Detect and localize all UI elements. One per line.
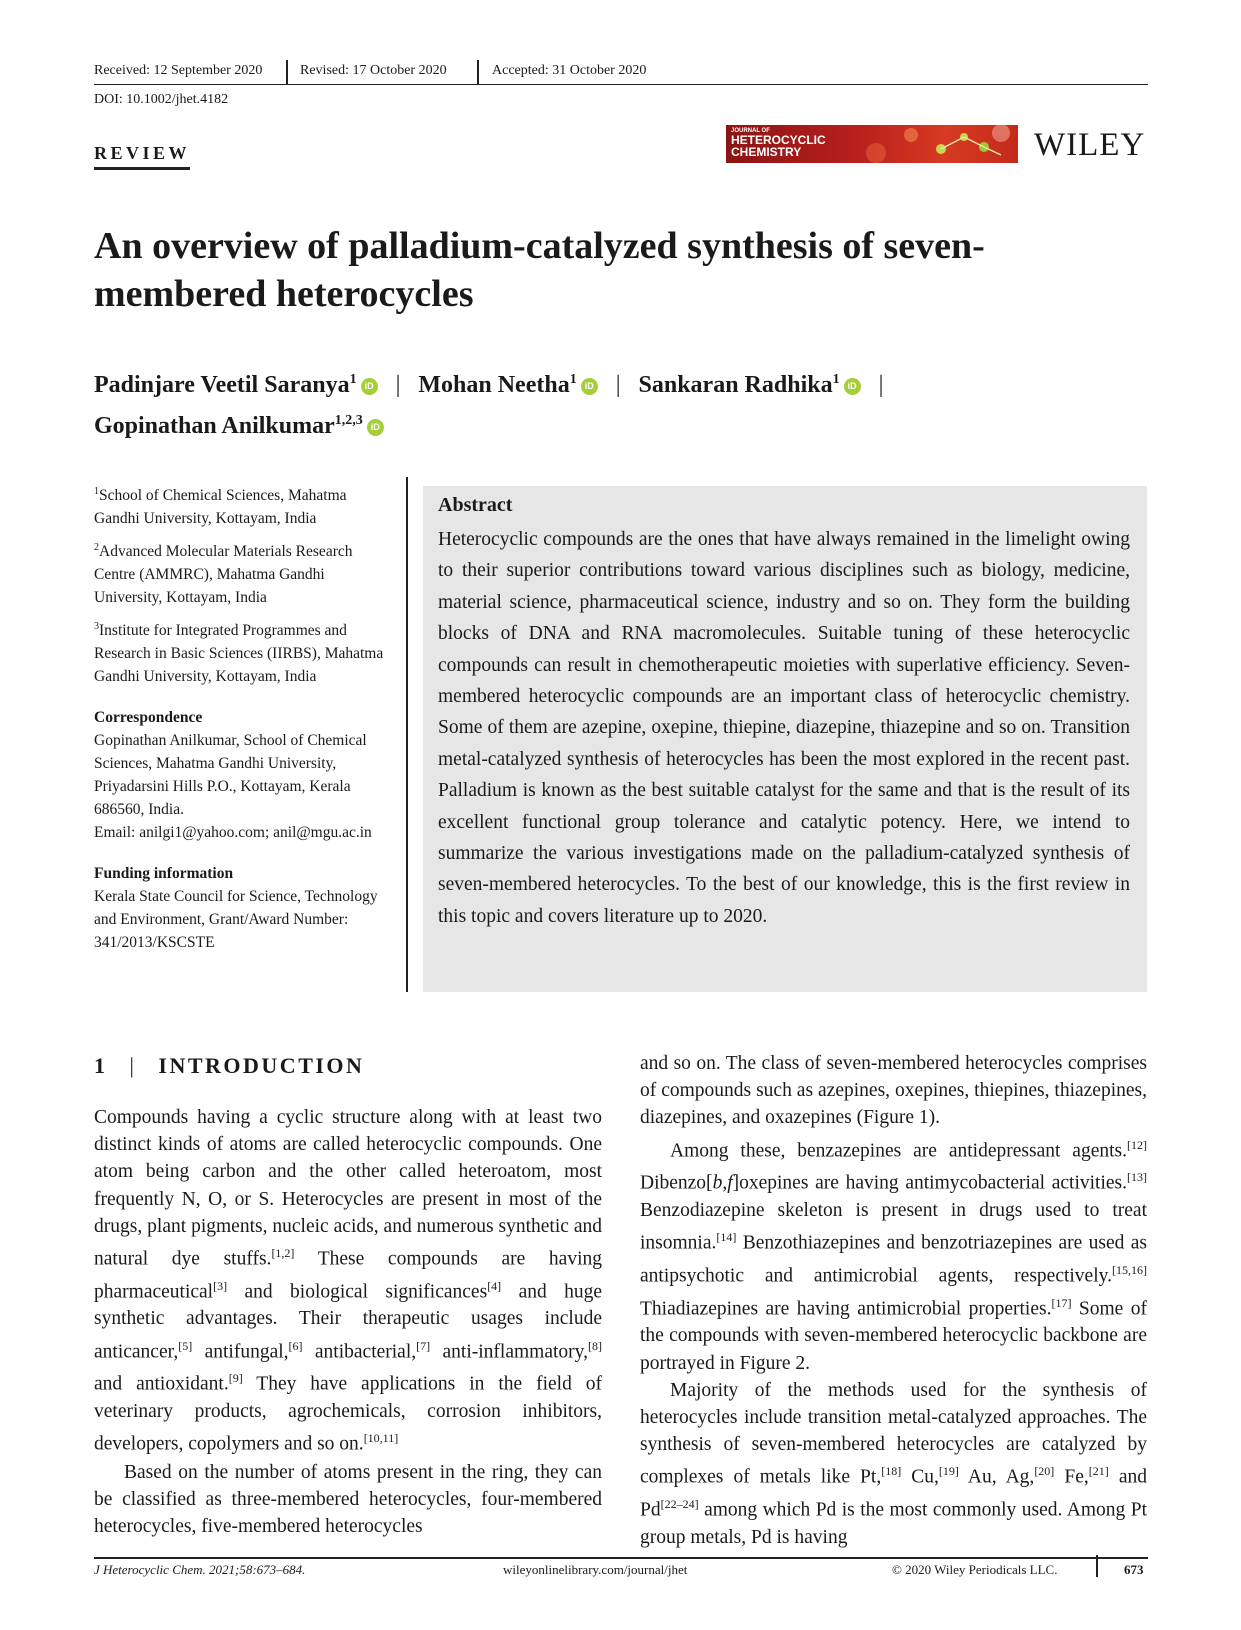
citation-ref[interactable]: [18]	[881, 1464, 902, 1479]
paragraph: and so on. The class of seven-membered heterocycles comprises of compounds such as azepines, oxepines, thiepines, thiazepines, diazepines, and oxazepines (Figure 1).	[640, 1053, 1147, 1129]
citation-ref[interactable]: [14]	[716, 1230, 737, 1245]
citation-ref[interactable]: [7]	[416, 1338, 431, 1353]
citation-ref[interactable]: [15,16]	[1112, 1262, 1147, 1277]
paragraph: Based on the number of atoms present in the ring, they can be classified as three-membered heterocycles, four-membered heterocycles, five-membered heterocycles	[94, 1461, 602, 1538]
funding-heading: Funding information	[94, 865, 234, 883]
article-type: REVIEW	[94, 143, 190, 170]
author-separator: |	[395, 372, 401, 398]
author-separator: |	[615, 372, 621, 398]
section-separator: |	[129, 1053, 137, 1078]
journal-logo	[726, 125, 1018, 163]
article-title: An overview of palladium-catalyzed synthesis of seven-membered heterocycles	[94, 225, 985, 315]
date-divider	[477, 60, 479, 84]
affiliation: $^1$School of Chemical Sciences, Mahatma Gandhi University, Kottayam, India	[94, 486, 347, 528]
abstract-box	[423, 486, 1147, 992]
citation-ref[interactable]: [9]	[228, 1371, 243, 1386]
citation-ref[interactable]: [20]	[1034, 1464, 1055, 1479]
footer-page-divider	[1096, 1555, 1098, 1577]
author-separator: |	[878, 372, 884, 398]
author-name: Padinjare Veetil Saranya	[94, 372, 350, 398]
citation-ref[interactable]: [4]	[487, 1278, 502, 1293]
footer-copyright: © 2020 Wiley Periodicals LLC.	[892, 1562, 1058, 1577]
author-name: Gopinathan Anilkumar	[94, 413, 335, 439]
author-affiliation-mark: 1,2,3	[334, 413, 363, 428]
author-affiliation-mark: 1	[832, 372, 840, 387]
revised-date: Revised: 17 October 2020	[300, 63, 447, 78]
citation-ref[interactable]: [22–24]	[660, 1497, 699, 1512]
doi[interactable]: DOI: 10.1002/jhet.4182	[94, 92, 229, 107]
correspondence-email[interactable]: Email: anilgi1@yahoo.com; anil@mgu.ac.in	[94, 824, 372, 842]
accepted-date: Accepted: 31 October 2020	[492, 63, 647, 78]
date-divider	[286, 60, 288, 84]
abstract-heading: Abstract	[438, 494, 513, 516]
page-number: 673	[1124, 1562, 1144, 1577]
journal-name-line1: JOURNAL OF	[731, 128, 770, 134]
author-affiliation-mark: 1	[349, 372, 357, 387]
body-column-right	[640, 1050, 1147, 1551]
citation-ref[interactable]: [17]	[1051, 1295, 1072, 1310]
citation-ref[interactable]: [3]	[213, 1278, 228, 1293]
citation-ref[interactable]: [5]	[178, 1338, 193, 1353]
author-list	[94, 362, 1174, 444]
paragraph: Majority of the methods used for the synthesis of heterocycles include transition metal-catalyzed approaches. The synthesis of seven-membered heterocycles are catalyzed by complexes of metals like Pt,[18] Cu,[19] Au, Ag,[20] Fe,[21] and Pd[22–24] among which Pd is the most commonly used. Among Pt group metals, Pd is having	[640, 1379, 1147, 1548]
citation-ref[interactable]: [6]	[288, 1338, 303, 1353]
body-column-left	[94, 1104, 602, 1541]
publisher-logo: WILEY	[1034, 127, 1146, 163]
footer-divider	[94, 1557, 1148, 1559]
citation-ref[interactable]: [8]	[588, 1338, 602, 1353]
journal-name-line2: HETEROCYCLIC	[731, 133, 826, 147]
author-affiliation-mark: 1	[569, 372, 577, 387]
section-number: 1	[94, 1053, 108, 1078]
received-date: Received: 12 September 2020	[94, 63, 263, 78]
orcid-icon[interactable]: iD	[844, 378, 861, 395]
section-heading	[94, 1053, 364, 1079]
author-name: Sankaran Radhika	[638, 372, 833, 398]
affiliation: $^2$Advanced Molecular Materials Research Centre (AMMRC), Mahatma Gandhi University, Kottayam, India	[94, 542, 353, 607]
orcid-icon[interactable]: iD	[581, 378, 598, 395]
paragraph: Among these, benzazepines are antidepressant agents.[12] Dibenzo[b,f]oxepines are having antimycobacterial activities.[13] Benzodiazepine skeleton is present in drugs used to treat insomnia.[14] Benzothiazepines and benzotriazepines are used as antipsychotic and antimicrobial agents, respectively.[15,16] Thiadiazepines are having antimicrobial properties.[17] Some of the compounds with seven-membered heterocyclic backbone are portrayed in Figure 2.	[640, 1137, 1147, 1374]
footer-citation: J Heterocyclic Chem. 2021;58:673–684.	[94, 1562, 306, 1577]
citation-ref[interactable]: [21]	[1088, 1464, 1109, 1479]
journal-name-line3: CHEMISTRY	[731, 145, 802, 159]
citation-ref[interactable]: [13]	[1127, 1170, 1147, 1185]
date-line	[94, 60, 1148, 85]
article-metadata	[94, 480, 394, 960]
orcid-icon[interactable]: iD	[361, 378, 378, 395]
affiliation: $^3$Institute for Integrated Programmes and Research in Basic Sciences (IIRBS), Mahatma Gandhi University, Kottayam, India	[94, 621, 384, 686]
section-title: INTRODUCTION	[158, 1053, 365, 1078]
author-name: Mohan Neetha	[418, 372, 570, 398]
paragraph: Compounds having a cyclic structure along with at least two distinct kinds of atoms are called heterocyclic compounds. One atom being carbon and the other called heteroatom, most frequently N, O, or S. Heterocycles are present in most of the drugs, plant pigments, nucleic acids, and numerous synthetic and natural dye stuffs.[1,2] These compounds are having pharmaceutical[3] and biological significances[4] and huge synthetic advantages. Their therapeutic usages include anticancer,[5] antifungal,[6] antibacterial,[7] anti-inflammatory,[8] and antioxidant.[9] They have applications in the field of veterinary products, agrochemicals, corrosion inhibitors, developers, copolymers and so on.[10,11]	[94, 1107, 603, 1455]
citation-ref[interactable]: [19]	[938, 1464, 959, 1479]
correspondence-address: Gopinathan Anilkumar, School of Chemical Sciences, Mahatma Gandhi University, Priyadarsini Hills P.O., Kottayam, Kerala 686560, India.	[94, 732, 367, 819]
footer-url[interactable]: wileyonlinelibrary.com/journal/jhet	[503, 1562, 688, 1577]
citation-ref[interactable]: [10,11]	[363, 1431, 399, 1446]
abstract-text: Heterocyclic compounds are the ones that have always remained in the limelight owing to their superior contributions toward various disciplines such as biology, medicine, material science, pharmaceutical science, industry and so on. They form the building blocks of DNA and RNA macromolecules. Suitable tuning of these heterocyclic compounds can result in chemotherapeutic moieties with superlative efficiency. Seven-membered heterocyclic compounds are an important class of heterocyclic chemistry. Some of them are azepine, oxepine, thiepine, diazepine, thiazepine and so on. Transition metal-catalyzed synthesis of heterocycles has been the most explored in the recent past. Palladium is known as the best suitable catalyst for the same and that is the result of its excellent functional group tolerance and catalytic potency. Here, we intend to summarize the various investigations made on the palladium-catalyzed synthesis of seven-membered heterocycles. To the best of our knowledge, this is the first review in this topic and covers literature up to 2020.	[438, 529, 1130, 927]
funding-text: Kerala State Council for Science, Technology and Environment, Grant/Award Number: 341/2013/KSCSTE	[94, 888, 378, 952]
citation-ref[interactable]: [1,2]	[271, 1246, 295, 1261]
metadata-divider	[406, 477, 408, 992]
citation-ref[interactable]: [12]	[1127, 1137, 1147, 1152]
correspondence-heading: Correspondence	[94, 709, 203, 727]
orcid-icon[interactable]: iD	[367, 419, 384, 436]
